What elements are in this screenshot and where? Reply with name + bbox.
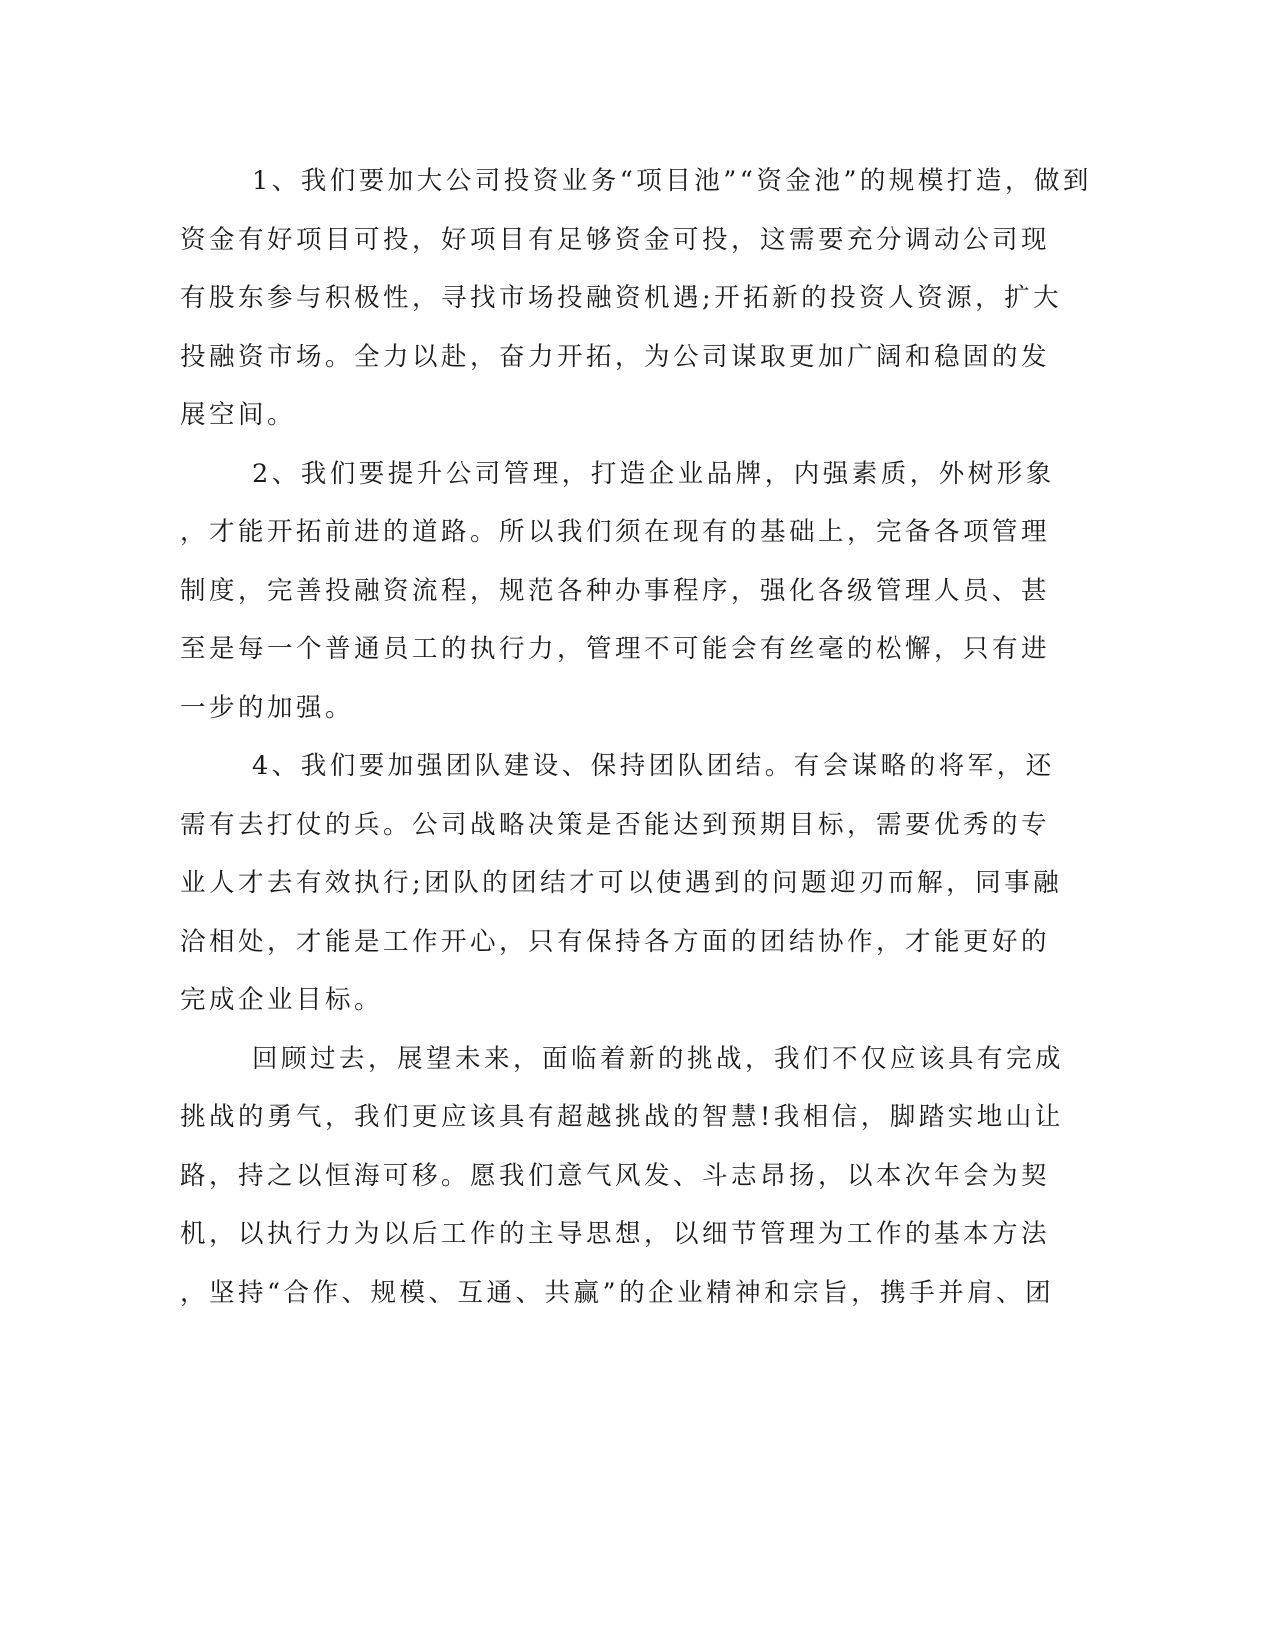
text-line: 制度，完善投融资流程，规范各种办事程序，强化各级管理人员、甚	[180, 575, 1051, 606]
text-line: 4、我们要加强团队建设、保持团队团结。有会谋略的将军，还	[252, 751, 1055, 781]
text-line: 洽相处，才能是工作开心，只有保持各方面的团结协作，才能更好的	[180, 926, 1051, 957]
text-line: 路，持之以恒海可移。愿我们意气风发、斗志昂扬，以本次年会为契	[180, 1160, 1051, 1191]
paragraph-2	[180, 445, 1055, 738]
paragraph-1	[180, 152, 1092, 445]
text-line: 有股东参与积极性，寻找市场投融资机遇;开拓新的投资人资源，扩大	[180, 283, 1063, 313]
text-line: 挑战的勇气，我们更应该具有超越挑战的智慧!我相信，脚踏实地山让	[180, 1102, 1064, 1132]
text-line: 资金有好项目可投，好项目有足够资金可投，这需要充分调动公司现	[180, 224, 1051, 255]
text-line: ，坚持“合作、规模、互通、共赢”的企业精神和宗旨，携手并肩、团	[180, 1277, 1055, 1308]
document-page	[180, 152, 1092, 1322]
text-line: ，才能开拓前进的道路。所以我们须在现有的基础上，完备各项管理	[180, 517, 1051, 547]
text-line: 至是每一个普通员工的执行力，管理不可能会有丝毫的松懈，只有进	[180, 634, 1051, 664]
text-line: 2、我们要提升公司管理，打造企业品牌，内强素质，外树形象	[252, 458, 1055, 489]
paragraph-4	[180, 1030, 1065, 1323]
text-line: 一步的加强。	[180, 692, 355, 723]
text-line: 机，以执行力为以后工作的主导思想，以细节管理为工作的基本方法	[180, 1219, 1051, 1249]
text-line: 完成企业目标。	[180, 985, 384, 1015]
text-line: 业人才去有效执行;团队的团结才可以使遇到的问题迎刃而解，同事融	[180, 868, 1063, 898]
text-line: 投融资市场。全力以赴，奋力开拓，为公司谋取更加广阔和稳固的发	[180, 341, 1051, 372]
text-line: 展空间。	[180, 400, 297, 430]
text-line: 需有去打仗的兵。公司战略决策是否能达到预期目标，需要优秀的专	[180, 809, 1051, 840]
text-line: 1、我们要加大公司投资业务“项目池”“资金池”的规模打造，做到	[252, 166, 1092, 196]
text-line: 回顾过去，展望未来，面临着新的挑战，我们不仅应该具有完成	[252, 1043, 1065, 1074]
paragraph-3	[180, 737, 1063, 1030]
